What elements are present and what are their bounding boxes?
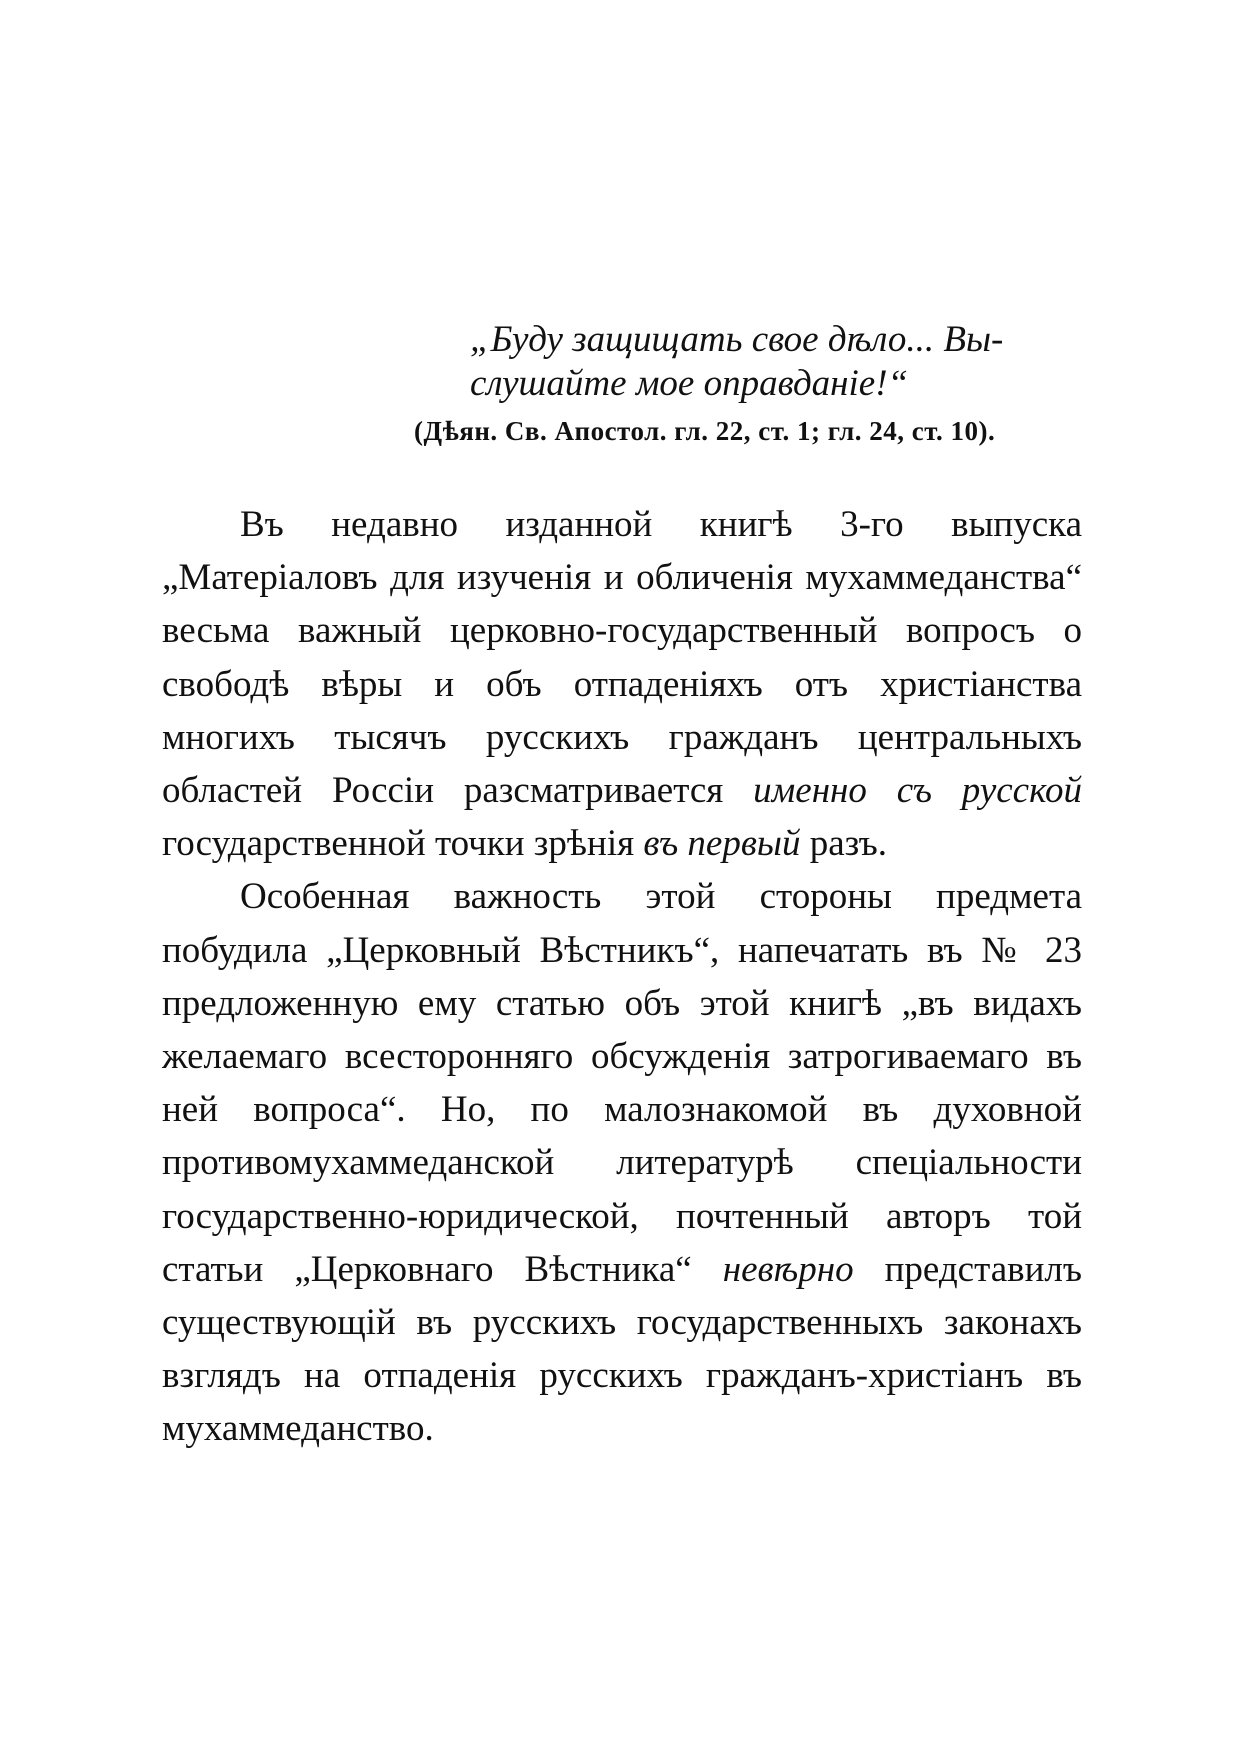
epigraph-source: (Дѣян. Св. Апостол. гл. 22, ст. 1; гл. 24, ст. 10). xyxy=(414,416,996,446)
paragraph-2-text-2: представилъ существующій въ русскихъ государственныхъ законахъ взглядъ на отпаденія русскихъ гражданъ-христіанъ въ мухаммеданство. xyxy=(162,1248,1082,1450)
paragraph-2-emphasis-1: невѣрно xyxy=(722,1248,854,1290)
paragraph-1-text-3: разъ. xyxy=(800,823,887,865)
paragraph-2 xyxy=(162,870,1082,1455)
body-text xyxy=(162,498,1082,1456)
epigraph-quote-line-2: слушайте мое оправданіе!“ xyxy=(470,363,909,404)
epigraph-quote xyxy=(470,318,1050,406)
paragraph-1-text-2: государственной точки зрѣнія xyxy=(162,823,644,865)
paragraph-1-text-1: Въ недавно изданной книгѣ 3-го выпуска „Матеріаловъ для изученія и обличенія мухаммеданства“ весьма важный церковно-государственный вопросъ о свободѣ вѣры и объ отпаденіяхъ отъ христіанства многихъ тысячъ русскихъ гражданъ центральныхъ областей Россіи разсматривается xyxy=(162,504,1082,812)
epigraph-quote-line-1: „Буду защищать свое дѣло... Вы- xyxy=(470,319,1004,360)
paragraph-1-emphasis-1: именно съ русской xyxy=(753,770,1082,812)
paragraph-1 xyxy=(162,498,1082,870)
paragraph-1-emphasis-2: въ первый xyxy=(643,823,801,865)
epigraph xyxy=(414,318,1050,447)
paragraph-2-text-1: Особенная важность этой стороны предмета побудила „Церковный Вѣстникъ“, напечатать въ № 23 предложенную ему статью объ этой книгѣ „въ видахъ желаемаго всесторонняго обсужденія затрогиваемаго въ ней вопроса“. Но, по малознакомой въ духовной противомухаммеданской литературѣ спеціальности государственно-юридической, почтенный авторъ той статьи „Церковнаго Вѣстника“ xyxy=(162,876,1082,1290)
